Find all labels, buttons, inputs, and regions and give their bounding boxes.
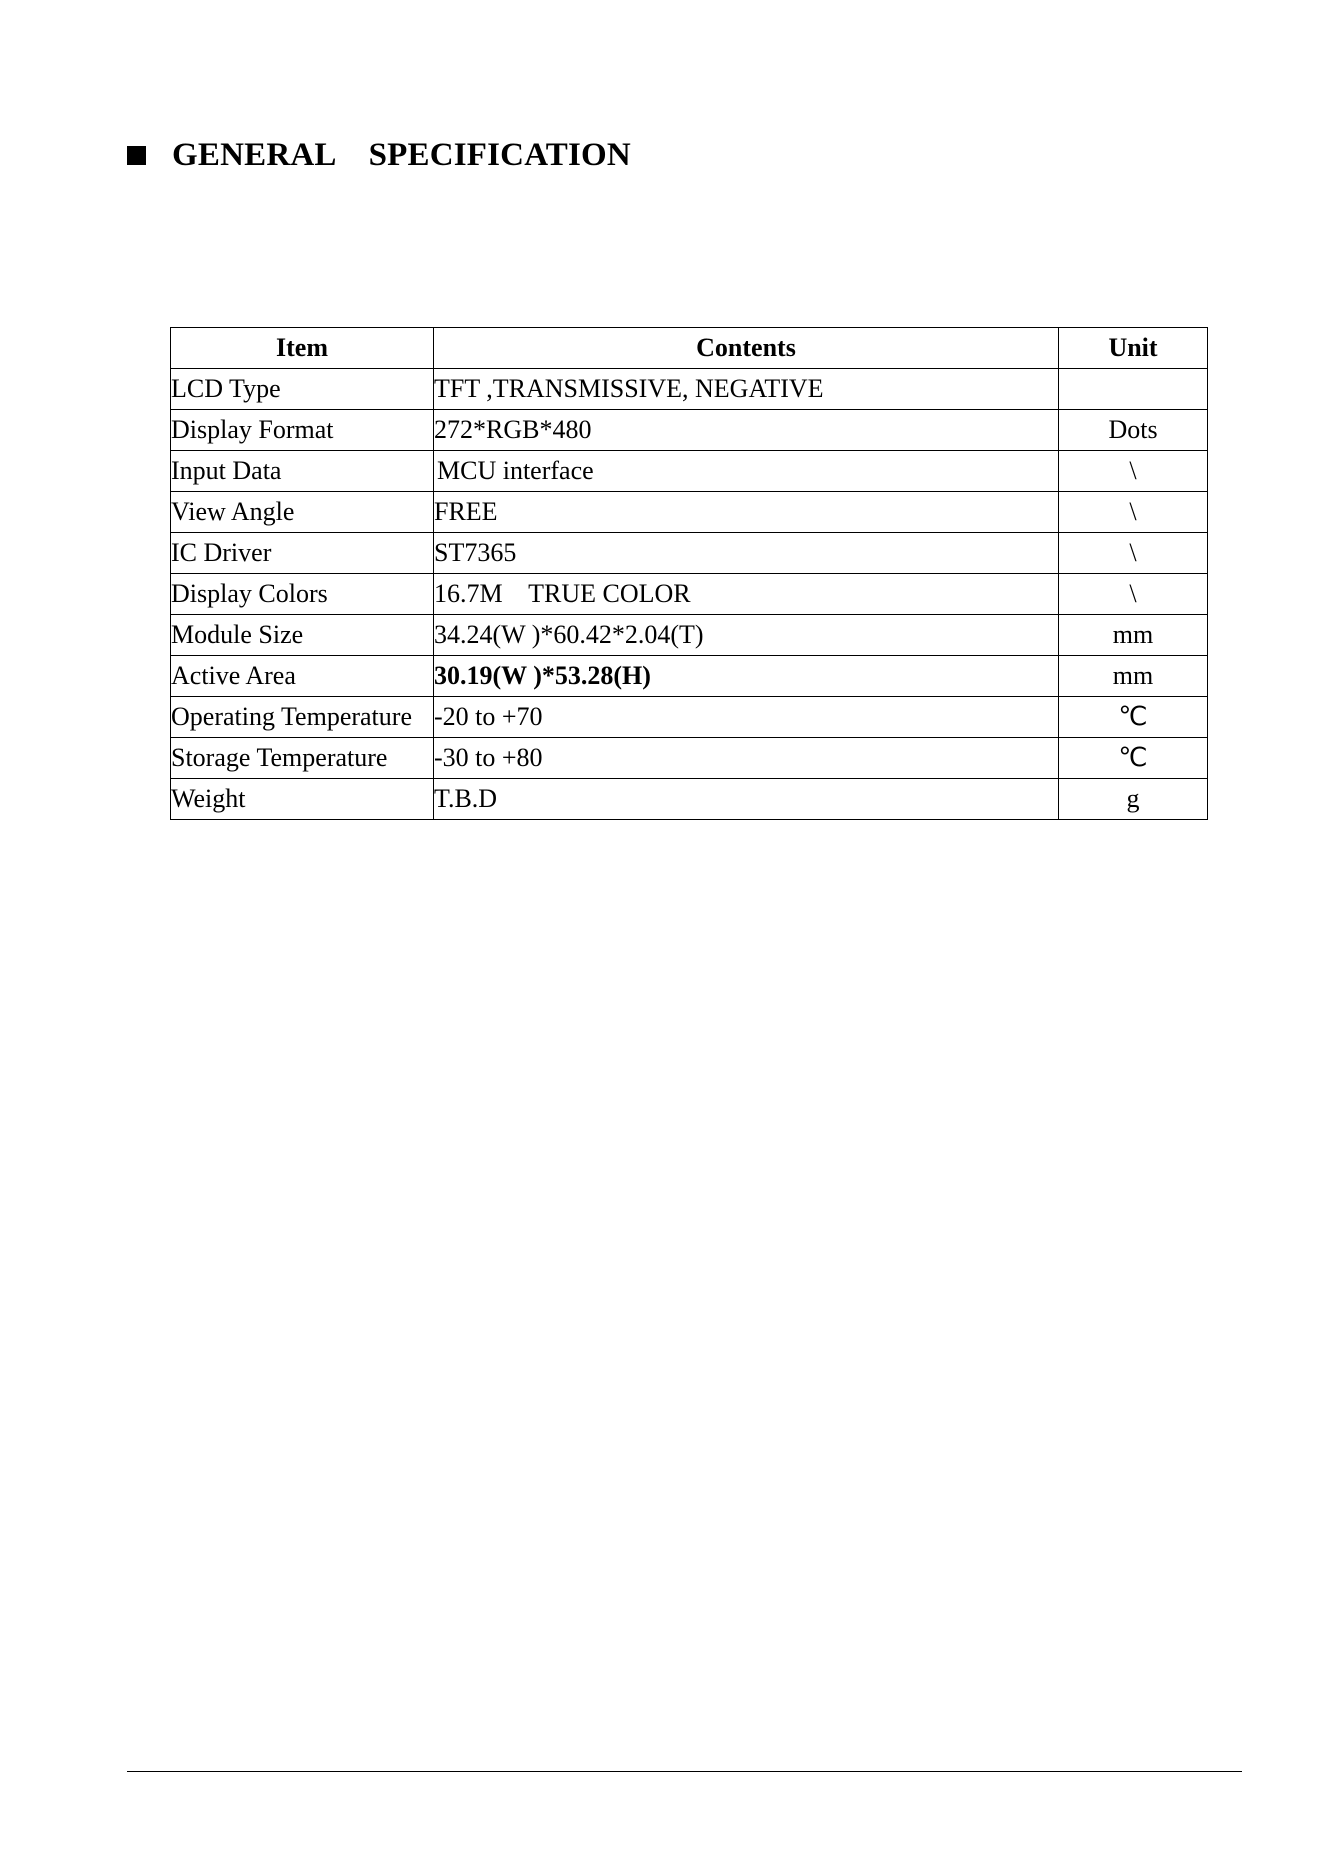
cell-item: Display Format: [171, 410, 434, 451]
table-header-row: [171, 328, 1208, 369]
column-header-contents: Contents: [434, 328, 1059, 369]
cell-item: IC Driver: [171, 533, 434, 574]
cell-contents: FREE: [434, 492, 1059, 533]
cell-unit: [1059, 369, 1208, 410]
general-specification-table: [170, 327, 1208, 820]
section-heading: [127, 130, 631, 180]
table-row: [171, 492, 1208, 533]
cell-contents: -30 to +80: [434, 738, 1059, 779]
column-header-item: Item: [171, 328, 434, 369]
cell-contents: 30.19(W )*53.28(H): [434, 656, 1059, 697]
cell-contents: 34.24(W )*60.42*2.04(T): [434, 615, 1059, 656]
cell-contents: 272*RGB*480: [434, 410, 1059, 451]
cell-unit: g: [1059, 779, 1208, 820]
table-row: [171, 410, 1208, 451]
square-bullet-icon: [127, 146, 146, 165]
table-row: [171, 697, 1208, 738]
table-row: [171, 369, 1208, 410]
cell-item: Storage Temperature: [171, 738, 434, 779]
cell-contents: T.B.D: [434, 779, 1059, 820]
cell-contents: 16.7M TRUE COLOR: [434, 574, 1059, 615]
table-row: [171, 656, 1208, 697]
cell-unit: ℃: [1059, 738, 1208, 779]
cell-contents: MCU interface: [434, 451, 1059, 492]
column-header-unit: Unit: [1059, 328, 1208, 369]
cell-unit: \: [1059, 574, 1208, 615]
cell-contents: -20 to +70: [434, 697, 1059, 738]
cell-unit: \: [1059, 451, 1208, 492]
footer-divider: [127, 1771, 1242, 1772]
cell-item: Operating Temperature: [171, 697, 434, 738]
section-title: GENERAL SPECIFICATION: [172, 136, 631, 173]
table-row: [171, 615, 1208, 656]
cell-item: Input Data: [171, 451, 434, 492]
cell-item: View Angle: [171, 492, 434, 533]
table-row: [171, 779, 1208, 820]
cell-item: Weight: [171, 779, 434, 820]
cell-contents: ST7365: [434, 533, 1059, 574]
cell-unit: \: [1059, 533, 1208, 574]
cell-item: Display Colors: [171, 574, 434, 615]
cell-unit: ℃: [1059, 697, 1208, 738]
cell-unit: \: [1059, 492, 1208, 533]
table-row: [171, 738, 1208, 779]
cell-item: LCD Type: [171, 369, 434, 410]
cell-unit: mm: [1059, 656, 1208, 697]
cell-unit: mm: [1059, 615, 1208, 656]
cell-item: Module Size: [171, 615, 434, 656]
table-row: [171, 451, 1208, 492]
cell-item: Active Area: [171, 656, 434, 697]
cell-contents: TFT ,TRANSMISSIVE, NEGATIVE: [434, 369, 1059, 410]
cell-unit: Dots: [1059, 410, 1208, 451]
table-row: [171, 574, 1208, 615]
table-row: [171, 533, 1208, 574]
